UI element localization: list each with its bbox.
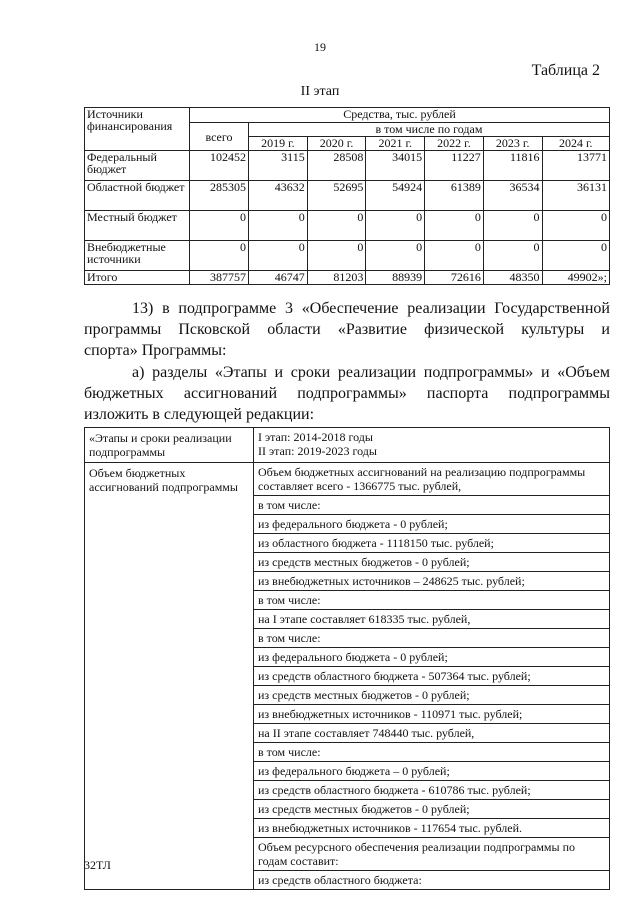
paragraph-13-end — [84, 340, 610, 361]
passport-label-stages: «Этапы и сроки реализации подпрограммы — [85, 428, 254, 463]
line-divider — [254, 647, 609, 648]
stage-line: I этап: 2014-2018 годы — [258, 430, 373, 444]
line-divider — [254, 590, 609, 591]
table-row — [85, 271, 610, 285]
table-cell: 0 — [366, 211, 425, 241]
year-header: 2023 г. — [483, 137, 542, 151]
table-cell: 0 — [425, 211, 484, 241]
line-divider — [254, 870, 609, 871]
table-cell: 0 — [542, 241, 609, 271]
table-cell: 28508 — [307, 151, 366, 181]
table-cell: 34015 — [366, 151, 425, 181]
paragraph-a-line-2: бюджетных ассигнований подпрограммы» паспорта подпрограммы — [84, 385, 610, 402]
year-header: 2022 г. — [425, 137, 484, 151]
budget-line: из средств областного бюджета - 507364 тыс. рублей; — [258, 669, 531, 683]
table-row — [85, 151, 610, 181]
line-divider — [254, 628, 609, 629]
line-divider — [254, 685, 609, 686]
budget-line: Объем бюджетных ассигнований на реализацию подпрограммы составляет всего - 1366775 тыс. рублей, — [258, 465, 586, 493]
budget-line: из федерального бюджета - 0 рублей; — [258, 517, 448, 531]
table-cell: 0 — [425, 241, 484, 271]
line-divider — [254, 799, 609, 800]
table-cell: 102452 — [190, 151, 249, 181]
table-cell: 0 — [483, 241, 542, 271]
footer-code: 32ТЛ — [84, 858, 111, 872]
line-divider — [254, 723, 609, 724]
page-number: 19 — [314, 40, 326, 54]
row-label: Областной бюджет — [85, 181, 190, 211]
paragraph-13-line-2: программы Псковской области «Развитие физической культуры и — [84, 321, 610, 338]
paragraph-13 — [84, 298, 610, 340]
paragraph-13-line-1: 13) в подпрограмме 3 «Обеспечение реализации Государственной — [132, 300, 610, 317]
header-source: Источники финансирования — [85, 108, 190, 151]
line-divider — [254, 514, 609, 515]
table-cell: 13771 — [542, 151, 609, 181]
passport-label-budget: Объем бюджетных ассигнований подпрограммы — [85, 463, 254, 890]
table-cell: 11227 — [425, 151, 484, 181]
row-label: Внебюджетные источники — [85, 241, 190, 271]
passport-value-stages — [254, 428, 610, 463]
table-cell: 387757 — [190, 271, 249, 285]
budget-line: из средств областного бюджета: — [258, 873, 422, 887]
passport-table — [84, 427, 610, 890]
table-cell: 72616 — [425, 271, 484, 285]
table-cell: 0 — [542, 211, 609, 241]
table-row — [85, 181, 610, 211]
table-cell: 49902»; — [542, 271, 609, 285]
table-cell: 48350 — [483, 271, 542, 285]
budget-line: из средств местных бюджетов - 0 рублей; — [258, 555, 470, 569]
paragraph-a-end — [84, 404, 610, 425]
budget-line: Объем ресурсного обеспечения реализации подпрограммы по годам составит: — [258, 840, 576, 868]
year-header: 2020 г. — [307, 137, 366, 151]
table-cell: 11816 — [483, 151, 542, 181]
line-divider — [254, 571, 609, 572]
line-divider — [254, 533, 609, 534]
table-cell: 0 — [307, 211, 366, 241]
budget-line: из областного бюджета - 1118150 тыс. рублей; — [258, 536, 494, 550]
row-label: Местный бюджет — [85, 211, 190, 241]
table-label: Таблица 2 — [531, 62, 600, 79]
budget-line: на II этапе составляет 748440 тыс. рублей, — [258, 726, 475, 740]
line-divider — [254, 666, 609, 667]
line-divider — [254, 780, 609, 781]
budget-line: из внебюджетных источников - 110971 тыс. рублей; — [258, 707, 523, 721]
table-cell: 81203 — [307, 271, 366, 285]
budget-line: из федерального бюджета – 0 рублей; — [258, 764, 450, 778]
budget-line: в том числе: — [258, 498, 321, 512]
table-cell: 0 — [190, 241, 249, 271]
budget-line: из федерального бюджета - 0 рублей; — [258, 650, 448, 664]
funding-table — [84, 107, 610, 285]
passport-value-budget — [254, 463, 610, 890]
table-cell: 88939 — [366, 271, 425, 285]
line-divider — [254, 552, 609, 553]
budget-line: из средств областного бюджета - 610786 тыс. рублей; — [258, 783, 531, 797]
paragraph-13-line-3: спорта» Программы: — [84, 342, 227, 359]
table-cell: 0 — [483, 211, 542, 241]
year-header: 2024 г. — [542, 137, 609, 151]
paragraph-a-line-1: а) разделы «Этапы и сроки реализации подпрограммы» и «Объем — [132, 364, 610, 381]
line-divider — [254, 609, 609, 610]
table-cell: 0 — [307, 241, 366, 271]
stage-line: II этап: 2019-2023 годы — [258, 444, 377, 458]
line-divider — [254, 495, 609, 496]
table-cell: 285305 — [190, 181, 249, 211]
budget-line: в том числе: — [258, 593, 321, 607]
budget-line: из внебюджетных источников – 248625 тыс. рублей; — [258, 574, 525, 588]
stage-title: II этап — [300, 84, 340, 99]
table-cell: 54924 — [366, 181, 425, 211]
table-cell: 52695 — [307, 181, 366, 211]
line-divider — [254, 837, 609, 838]
header-means: Средства, тыс. рублей — [190, 108, 610, 123]
table-row — [85, 211, 610, 241]
table-cell: 43632 — [249, 181, 308, 211]
budget-line: в том числе: — [258, 745, 321, 759]
header-by-years: в том числе по годам — [249, 123, 610, 137]
table-cell: 61389 — [425, 181, 484, 211]
table-row — [85, 241, 610, 271]
table-cell: 0 — [249, 241, 308, 271]
line-divider — [254, 818, 609, 819]
table-cell: 36534 — [483, 181, 542, 211]
year-header: 2019 г. — [249, 137, 308, 151]
table-cell: 3115 — [249, 151, 308, 181]
budget-line: из внебюджетных источников - 117654 тыс. рублей. — [258, 821, 523, 835]
table-cell: 36131 — [542, 181, 609, 211]
table-cell: 0 — [190, 211, 249, 241]
header-total: всего — [190, 123, 249, 151]
paragraph-a-line-3: изложить в следующей редакции: — [84, 406, 315, 423]
budget-line: в том числе: — [258, 631, 321, 645]
year-header: 2021 г. — [366, 137, 425, 151]
row-label: Итого — [85, 271, 190, 285]
line-divider — [254, 761, 609, 762]
line-divider — [254, 704, 609, 705]
table-cell: 0 — [249, 211, 308, 241]
row-label: Федеральный бюджет — [85, 151, 190, 181]
line-divider — [254, 742, 609, 743]
budget-line: из средств местных бюджетов - 0 рублей; — [258, 688, 470, 702]
table-cell: 0 — [366, 241, 425, 271]
budget-line: на I этапе составляет 618335 тыс. рублей, — [258, 612, 471, 626]
table-cell: 46747 — [249, 271, 308, 285]
budget-line: из средств местных бюджетов - 0 рублей; — [258, 802, 470, 816]
paragraph-a — [84, 362, 610, 404]
